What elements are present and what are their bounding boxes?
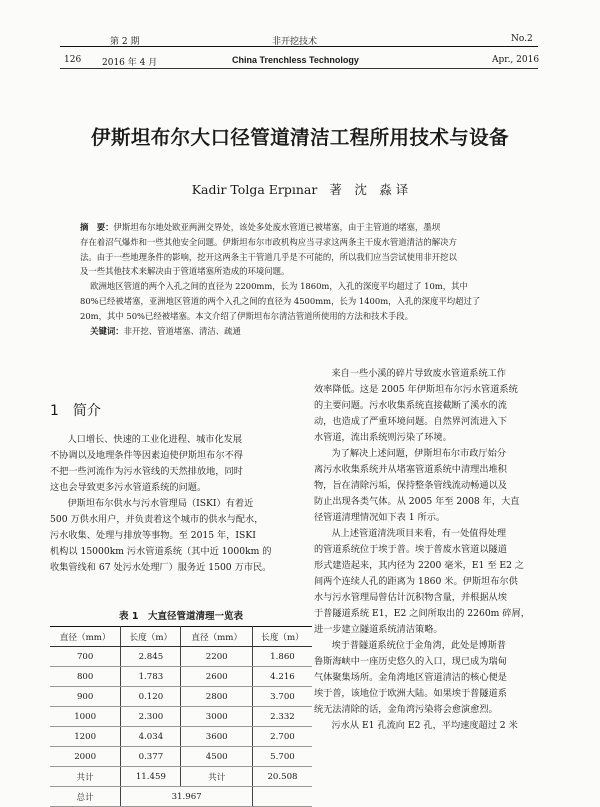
body-line: 效率降低。这是 2005 年伊斯坦布尔污水管道系统 xyxy=(314,384,518,395)
body-line: 机构以 15000km 污水管道系统（其中近 1000km 的 xyxy=(50,546,272,557)
abstract-line: 摘 要：伊斯坦布尔地处欧亚两洲交界处，该处多处废水管道已被堵塞，由于主管道的堵塞，墨坝 xyxy=(80,222,441,232)
table-cell: 2000 xyxy=(50,747,121,767)
body-line: 水管道，流出系统则污染了环境。 xyxy=(314,432,452,443)
translator: 著 沈 淼 译 xyxy=(329,182,409,197)
body-line: 水与污水管理局曾估计沉积物含量，并根据从埃 xyxy=(314,592,507,603)
table-cell: 2.332 xyxy=(252,707,312,727)
body-line: 鲁斯海峡中一座历史悠久的入口，现已成为瑞甸 xyxy=(314,656,507,667)
abstract-line: 欧洲地区管道的两个入孔之间的直径为 2200mm，长为 1860m，入孔的深度平均超过了 10m，其中 xyxy=(90,281,468,292)
table-cell: 2800 xyxy=(181,687,252,707)
journal-name-en: China Trenchless Technology xyxy=(232,55,359,65)
body-line: 的管道系统位于埃于普。埃于普废水管道以隧道 xyxy=(314,544,507,555)
table-total-label: 总计 xyxy=(50,787,121,807)
body-line: 从上述管道清洗项目来看，有一处值得处理 xyxy=(331,528,507,539)
body-line: 间两个连续人孔的距离为 1860 米。伊斯坦布尔供 xyxy=(314,576,518,587)
abstract-line: 及一些其他技术来解决由于管道堵塞所造成的环境问题。 xyxy=(80,266,290,277)
table-cell: 4.034 xyxy=(121,727,181,747)
journal-name-cn: 非开挖技术 xyxy=(272,37,318,47)
abstract-label: 摘 要： xyxy=(80,222,114,232)
table-cell: 2.300 xyxy=(121,707,181,727)
table-header-row xyxy=(50,627,312,647)
table-row xyxy=(50,707,312,727)
abstract-line: 存在着沼气爆炸和一些其他安全问题。伊斯坦布尔市政机构应当寻求这两条主干废水管道清洁的解决方 xyxy=(80,236,457,247)
right-column xyxy=(314,366,558,734)
body-line: 来自一些小溪的碎片导致废水管道系统工作 xyxy=(331,368,507,379)
issue-date-en: Apr., 2016 xyxy=(492,55,540,65)
body-line: 进一步建立隧道系统清洁策略。 xyxy=(314,624,443,635)
table-row xyxy=(50,727,312,747)
table-cell: 0.377 xyxy=(121,747,181,767)
issue-number-en: No.2 xyxy=(511,34,533,44)
table-total-row xyxy=(50,787,312,807)
article-title: 伊斯坦布尔大口径管道清洁工程所用技术与设备 xyxy=(91,126,509,149)
body-line: 于普隧道系统 E1，E2 之间所取出的 2260m 碎屑， xyxy=(314,608,530,619)
header-rule-bottom xyxy=(60,68,538,69)
table-cell: 3600 xyxy=(181,727,252,747)
table-cell: 900 xyxy=(50,687,121,707)
left-column xyxy=(50,432,312,576)
body-line: 的主要问题。污水收集系统直接截断了溪水的流 xyxy=(314,400,507,411)
table-cell: 2.845 xyxy=(121,647,181,667)
table-cell: 3000 xyxy=(181,707,252,727)
keywords-label: 关键词： xyxy=(90,325,124,336)
byline xyxy=(0,180,600,198)
author-name: Kadir Tolga Erpınar xyxy=(191,182,318,197)
body-line: 形式建造起来，其内径为 2200 毫米，E1 至 E2 之 xyxy=(314,560,525,571)
issue-date-cn: 2016 年 4 月 xyxy=(102,58,158,68)
table-row xyxy=(50,667,312,687)
table-cell: 2200 xyxy=(181,647,252,667)
body-line: 污水收集、处理与排放等事物。至 2015 年，ISKI xyxy=(50,530,256,541)
table-cell: 共计 xyxy=(181,767,252,787)
table-cell: 3.700 xyxy=(252,687,312,707)
issue-number-cn: 第 2 期 xyxy=(110,37,140,47)
table-cell: 0.120 xyxy=(121,687,181,707)
abstract-line: 法。由于一些地理条件的影响，挖开这两条主干管道几乎是不可能的，所以我们应当尝试使用非开挖以 xyxy=(80,251,457,262)
abstract-line: 20m，其中 50%已经被堵塞。本文介绍了伊斯坦布尔清洁管道所使用的方法和技术手段。 xyxy=(80,310,413,321)
page-number: 126 xyxy=(64,55,82,65)
body-line: 动，也造成了严重环境问题。自然界河流进入下 xyxy=(314,416,507,427)
table-cell: 5.700 xyxy=(252,747,312,767)
body-line: 这也会导致更多污水管道系统的问题。 xyxy=(50,482,207,493)
body-line: 埃于普，该地位于欧洲大陆。如果埃于普隧道系 xyxy=(314,688,507,699)
section-heading: 1 简介 xyxy=(50,403,101,419)
body-line: 统无法清除的话，金角湾污染将会愈演愈烈。 xyxy=(314,704,498,715)
table-row xyxy=(50,647,312,667)
table-cell: 700 xyxy=(50,647,121,667)
table-cell: 4.216 xyxy=(252,667,312,687)
table-header-cell: 直径（mm） xyxy=(50,627,121,647)
abstract-line: 80%已经被堵塞，亚洲地区管道的两个入孔之间的直径为 4500mm，长为 1400m，入孔的深度平均超过了 xyxy=(80,295,481,306)
table-row xyxy=(50,687,312,707)
table-cell: 1000 xyxy=(50,707,121,727)
table-cell: 20.508 xyxy=(252,767,312,787)
table-cell: 共计 xyxy=(50,767,121,787)
table-cell: 1.860 xyxy=(252,647,312,667)
table-caption: 表 1 大直径管道清理一览表 xyxy=(119,611,243,622)
keywords: 非开挖、管道堵塞、清洁、疏通 xyxy=(123,325,241,336)
table-header-cell: 长度（m） xyxy=(121,627,181,647)
body-line: 污水从 E1 孔流向 E2 孔，平均速度超过 2 米 xyxy=(331,720,518,731)
body-line: 收集管线和 67 处污水处理厂）服务近 1500 万市民。 xyxy=(50,562,272,573)
abstract xyxy=(80,220,520,338)
body-line: 径管道清理情况如下表 1 所示。 xyxy=(314,512,446,523)
body-line: 防止出现各类气体。从 2005 年至 2008 年，大直 xyxy=(314,496,520,507)
table-cell: 11.459 xyxy=(121,767,181,787)
body-line: 为了解决上述问题，伊斯坦布尔市政厅始分 xyxy=(331,448,507,459)
table-subtotal-row xyxy=(50,767,312,787)
table-row xyxy=(50,747,312,767)
pipe-cleaning-table xyxy=(50,626,312,807)
table-cell: 800 xyxy=(50,667,121,687)
body-line: 伊斯坦布尔供水与污水管理局（ISKI）有着近 xyxy=(67,498,254,509)
keywords-line xyxy=(80,324,520,339)
table-header-cell: 长度（m） xyxy=(252,627,312,647)
table-cell: 2.700 xyxy=(252,727,312,747)
body-line: 物，旨在清除污垢，保持整条管线流动畅通以及 xyxy=(314,480,507,491)
body-line: 气体聚集场所。金角湾地区管道清洁的核心便是 xyxy=(314,672,507,683)
table-cell-empty xyxy=(252,787,312,807)
body-line: 不协调以及地理条件等因素迫使伊斯坦布尔不得 xyxy=(50,450,243,461)
body-line: 人口增长、快速的工业化进程、城市化发展 xyxy=(67,434,243,445)
header-rule-top xyxy=(60,46,538,47)
table-cell: 1200 xyxy=(50,727,121,747)
table-header-cell: 直径（mm） xyxy=(181,627,252,647)
body-line: 离污水收集系统并从堵塞管道系统中清理出堆积 xyxy=(314,464,507,475)
body-line: 500 万供水用户，并负责着这个城市的供水与配水， xyxy=(50,514,264,525)
table-cell: 1.783 xyxy=(121,667,181,687)
body-line: 埃于普隧道系统位于金角湾，此处是博斯普 xyxy=(331,640,507,651)
table-cell: 2600 xyxy=(181,667,252,687)
body-line: 不把一些河流作为污水管线的天然排放地，同时 xyxy=(50,466,243,477)
running-header xyxy=(0,0,600,70)
table-cell: 4500 xyxy=(181,747,252,767)
table-total-value: 31.967 xyxy=(121,787,253,807)
